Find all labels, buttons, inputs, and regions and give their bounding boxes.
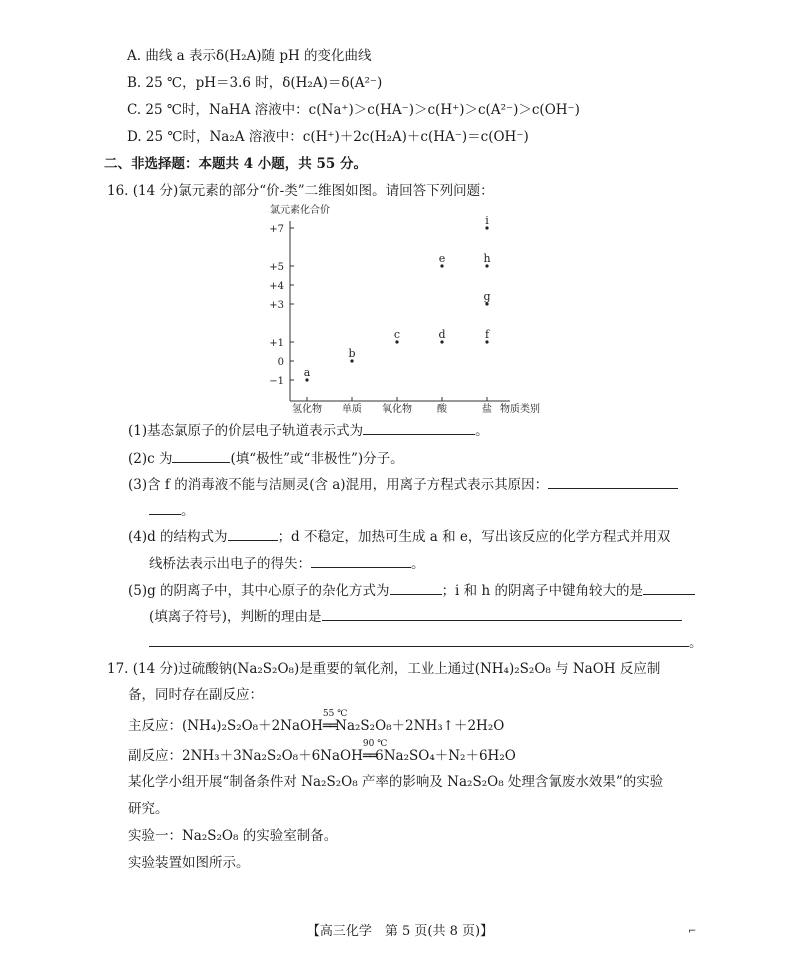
side-reaction-reactants: 副反应：2NH₃＋3Na₂S₂O₈＋6NaOH	[128, 748, 363, 764]
point-label-b: b	[348, 347, 356, 360]
corner-mark: ⌐	[688, 926, 697, 937]
q16-part4-end: 。	[411, 556, 425, 572]
side-reaction-arrow: 90 ℃ ══	[363, 746, 375, 766]
q16-part3-cont	[149, 500, 195, 521]
q16-part4-blank-2[interactable]	[311, 553, 411, 568]
question-17-stem-2: 备，同时存在副反应：	[128, 687, 263, 703]
side-reaction-condition: 90 ℃	[362, 739, 388, 749]
q16-part2-blank[interactable]	[172, 448, 230, 463]
main-reaction-condition: 55 ℃	[322, 709, 348, 719]
y-tick-label: +5	[269, 262, 284, 273]
page-footer: 【高三化学 第 5 页(共 8 页)】	[306, 924, 494, 939]
q16-part4-text-2: 线桥法表示出电子的得失：	[149, 556, 311, 572]
q16-part2-text: (2)c 为	[128, 451, 173, 467]
x-tick-label: 单质	[342, 404, 362, 415]
x-tick-label: 酸	[437, 404, 447, 415]
side-reaction-products: 6Na₂SO₄＋N₂＋6H₂O	[375, 748, 516, 764]
option-a: A. 曲线 a 表示δ(H₂A)随 pH 的变化曲线	[127, 48, 372, 64]
q16-part2	[128, 448, 404, 469]
q16-part2-tail: (填“极性”或“非极性”)分子。	[230, 451, 404, 467]
option-c: C. 25 ℃时，NaHA 溶液中：c(Na⁺)＞c(HA⁻)＞c(H⁺)＞c(A²⁻)＞c(OH⁻)	[127, 102, 580, 118]
q16-part5-text-2: (填离子符号)，判断的理由是	[149, 609, 322, 625]
side-reaction	[128, 739, 516, 766]
option-b: B. 25 ℃，pH＝3.6 时，δ(H₂A)＝δ(A²⁻)	[127, 75, 383, 91]
q16-part3-blank-2[interactable]	[149, 500, 181, 515]
q16-part1	[128, 420, 489, 441]
main-reaction-arrow: 55 ℃ ══	[323, 716, 335, 736]
x-tick-label: 氢化物	[292, 404, 322, 415]
question-16-stem: 16. (14 分)氯元素的部分“价-类”二维图如图。请回答下列问题：	[107, 183, 494, 199]
x-tick-label: 盐	[482, 404, 492, 415]
valence-class-chart	[248, 203, 558, 418]
q16-part5	[128, 580, 695, 601]
q16-part3-end: 。	[181, 503, 195, 519]
main-reaction-products: Na₂S₂O₈＋2NH₃↑＋2H₂O	[335, 718, 505, 734]
q16-part4-tail: ；d 不稳定，加热可生成 a 和 e，写出该反应的化学方程式并用双	[277, 529, 671, 545]
q16-part1-text: (1)基态氯原子的价层电子轨道表示式为	[128, 423, 364, 439]
point-label-f: f	[484, 328, 490, 341]
y-tick-label: +3	[269, 300, 284, 311]
section-heading: 二、非选择题：本题共 4 小题，共 55 分。	[104, 156, 367, 172]
point-label-h: h	[483, 252, 491, 265]
q16-part5-text: (5)g 的阴离子中，其中心原子的杂化方式为	[128, 583, 390, 599]
q16-part3-blank[interactable]	[548, 474, 678, 489]
q16-part5-cont	[149, 606, 682, 627]
y-tick-label: +1	[269, 338, 284, 349]
q16-part1-end: 。	[475, 423, 489, 439]
q17-research: 某化学小组开展“制备条件对 Na₂S₂O₈ 产率的影响及 Na₂S₂O₈ 处理含氰废水效果”的实验	[128, 774, 664, 790]
q17-research-2: 研究。	[128, 801, 169, 817]
chart-ylabel: 氯元素化合价	[270, 205, 330, 216]
q16-part5-blank[interactable]	[390, 580, 442, 595]
point-label-d: d	[438, 328, 446, 341]
q16-part4	[128, 526, 670, 547]
y-tick-label: −1	[269, 376, 284, 387]
experiment-1-title: 实验一：Na₂S₂O₈ 的实验室制备。	[128, 828, 338, 844]
main-reaction-reactants: 主反应：(NH₄)₂S₂O₈＋2NaOH	[128, 718, 323, 734]
y-tick-label: +7	[269, 224, 284, 235]
q16-part5-tail: ；i 和 h 的阴离子中键角较大的是	[441, 583, 643, 599]
main-reaction	[128, 709, 505, 736]
q16-part4-text: (4)d 的结构式为	[128, 529, 228, 545]
q16-part1-blank[interactable]	[363, 420, 475, 435]
x-tick-label: 氧化物	[382, 404, 412, 415]
q16-part5-blank-2[interactable]	[643, 580, 695, 595]
q16-part4-cont	[149, 553, 425, 574]
point-label-a: a	[303, 366, 311, 379]
y-tick-label: +4	[269, 281, 284, 292]
point-label-i: i	[485, 214, 489, 227]
y-tick-label: 0	[277, 357, 284, 368]
q16-part5-blank-4[interactable]	[149, 632, 689, 647]
q16-part5-cont-2	[149, 632, 703, 653]
point-label-c: c	[393, 328, 401, 341]
q16-part5-end: 。	[689, 635, 703, 651]
q16-part3-text: (3)含 f 的消毒液不能与洁厕灵(含 a)混用，用离子方程式表示其原因：	[128, 477, 549, 493]
option-d: D. 25 ℃时，Na₂A 溶液中：c(H⁺)＋2c(H₂A)＋c(HA⁻)＝c(OH⁻)	[127, 129, 529, 145]
question-17-stem: 17. (14 分)过硫酸钠(Na₂S₂O₈)是重要的氧化剂，工业上通过(NH₄)₂S₂O₈ 与 NaOH 反应制	[107, 661, 661, 677]
point-label-e: e	[438, 252, 446, 265]
q16-part5-blank-3[interactable]	[322, 606, 682, 621]
q16-part3	[128, 474, 678, 495]
q16-part4-blank[interactable]	[228, 526, 278, 541]
chart-xlabel: 物质类别	[500, 404, 540, 415]
point-label-g: g	[483, 290, 491, 303]
experiment-1-setup: 实验装置如图所示。	[128, 855, 250, 871]
